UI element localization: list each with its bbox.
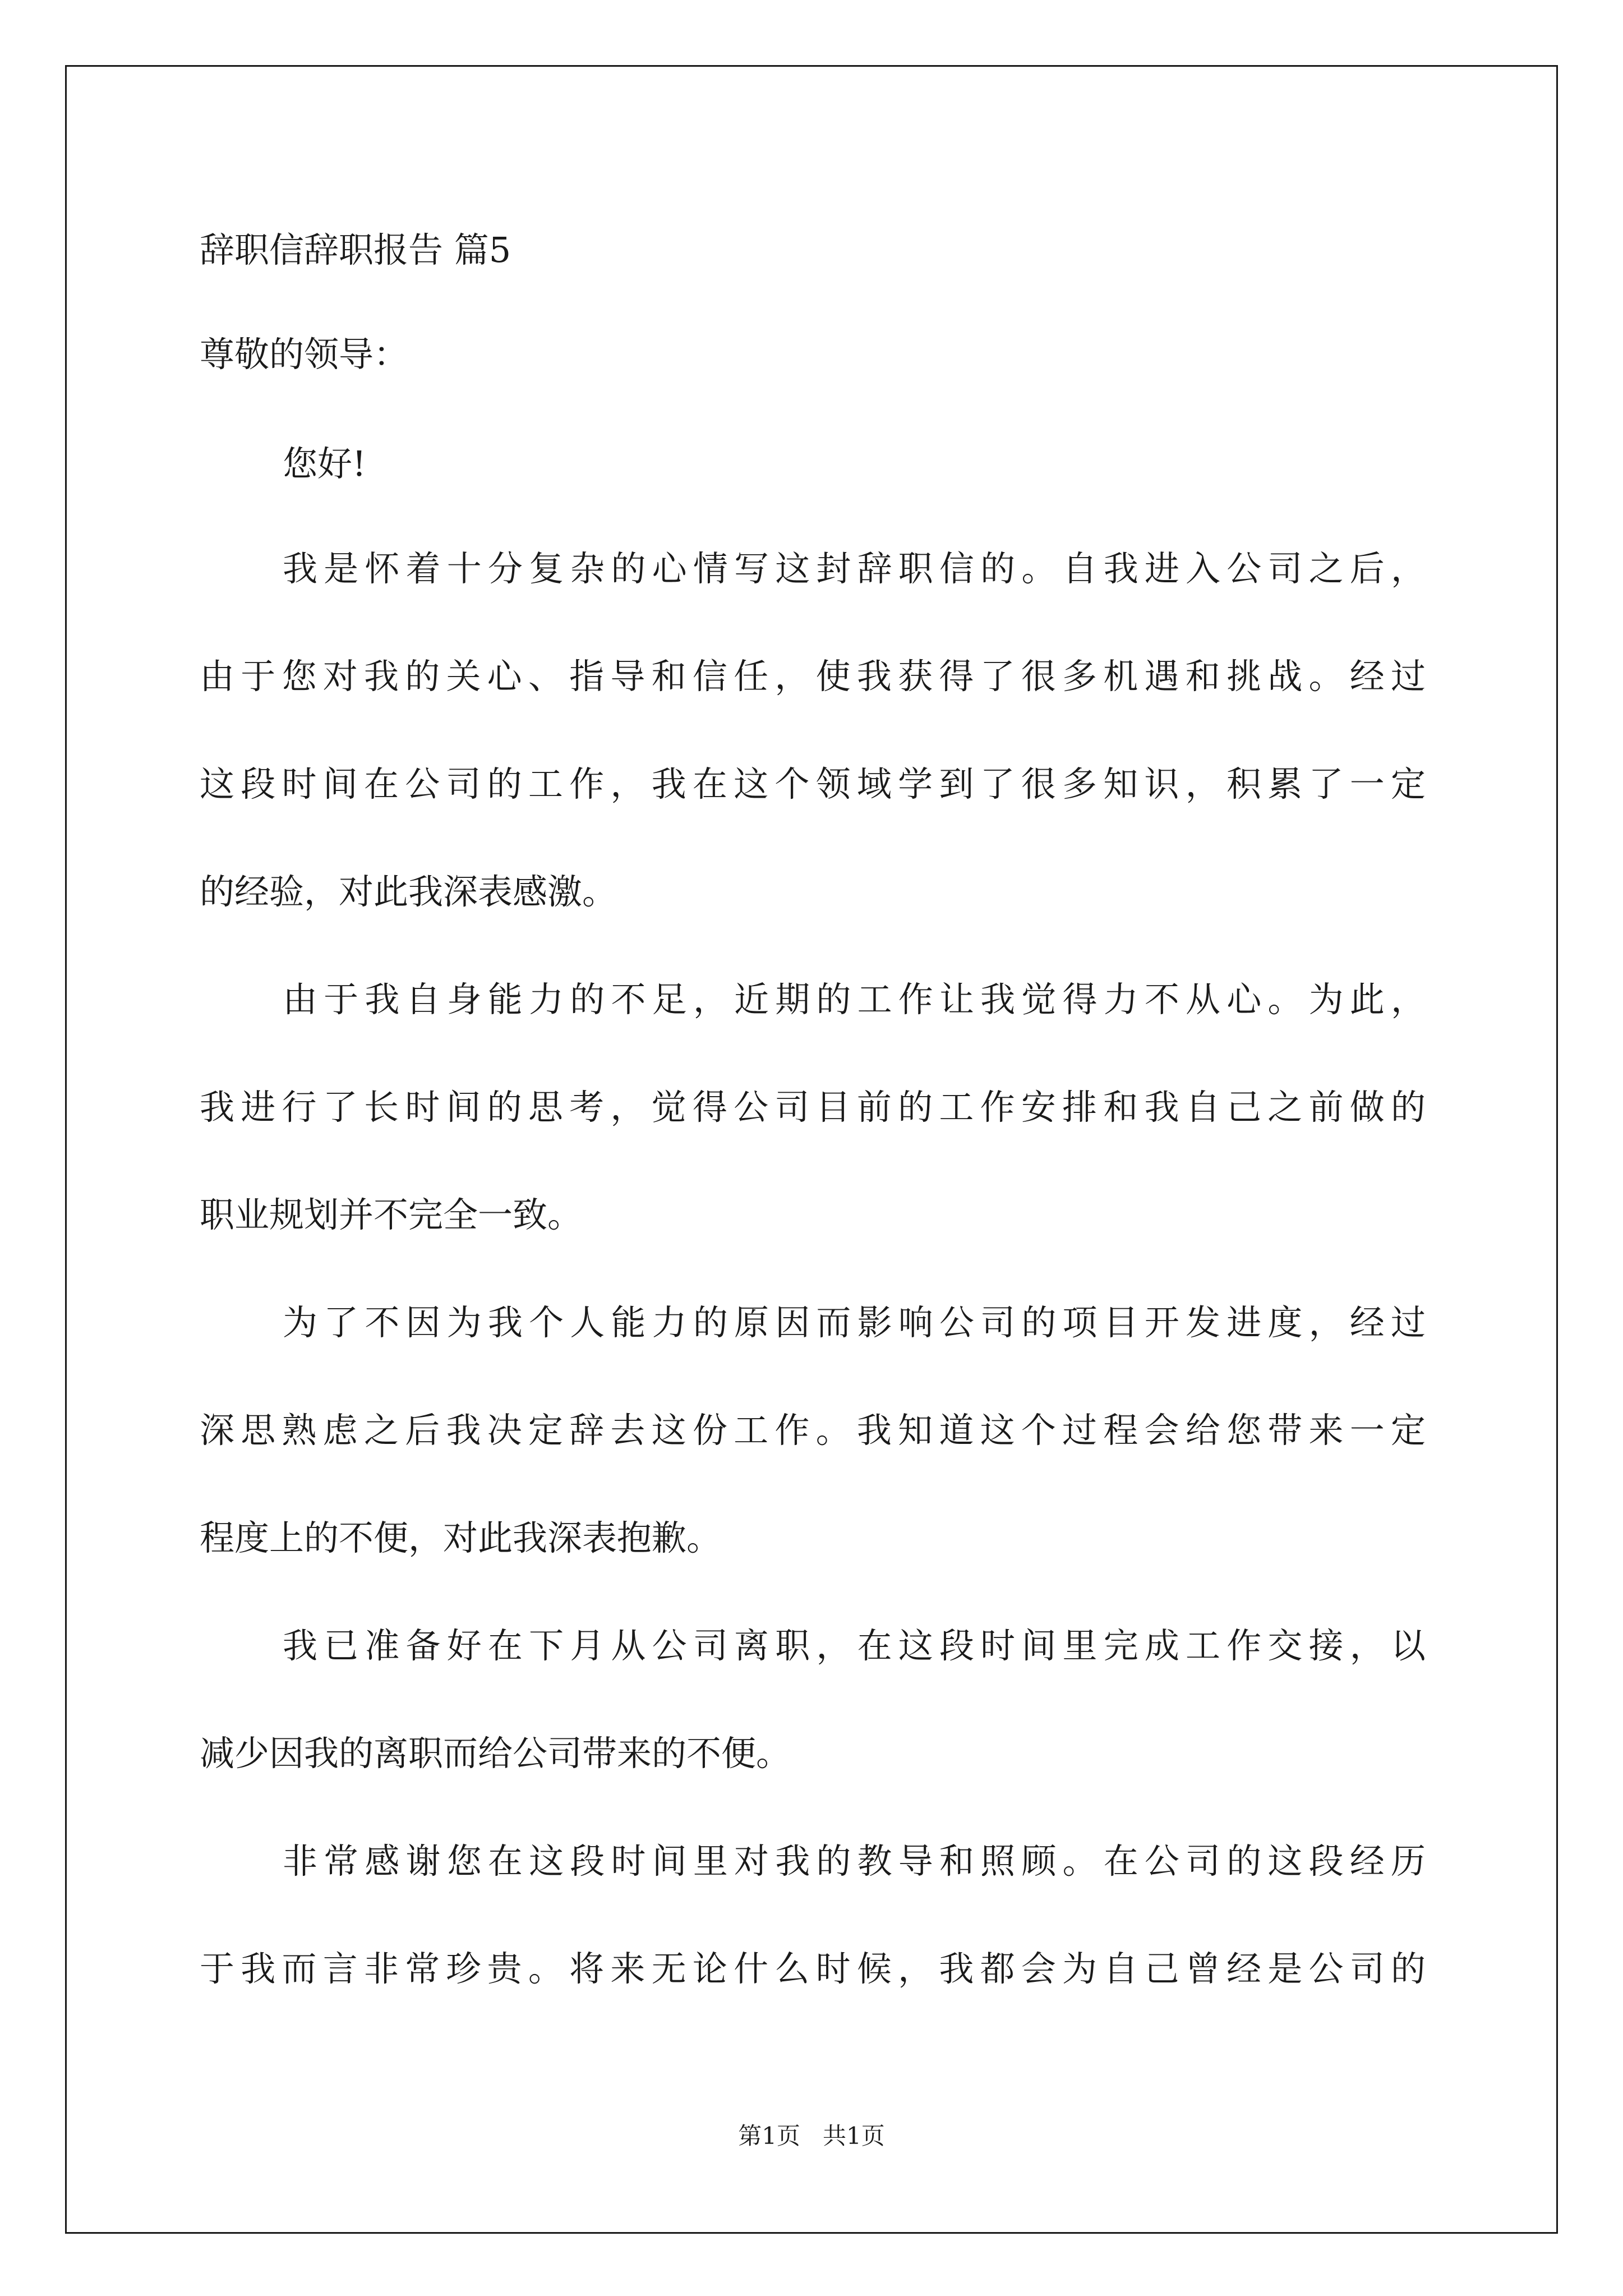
salutation: 尊敬的领导： — [200, 334, 409, 375]
body-line: 我进行了长时间的思考，觉得公司目前的工作安排和我自己之前做的 — [200, 1087, 1426, 1128]
body-line: 我已准备好在下月从公司离职，在这段时间里完成工作交接，以 — [283, 1625, 1426, 1666]
greeting: 您好! — [283, 443, 366, 484]
body-line: 我是怀着十分复杂的心情写这封辞职信的。自我进入公司之后， — [283, 548, 1426, 589]
body-line: 于我而言非常珍贵。将来无论什么时候，我都会为自己曾经是公司的 — [200, 1948, 1426, 1989]
body-line: 职业规划并不完全一致。 — [200, 1194, 583, 1235]
document-title: 辞职信辞职报告 篇5 — [200, 229, 511, 270]
body-line: 由于您对我的关心、指导和信任，使我获得了很多机遇和挑战。经过 — [200, 656, 1426, 697]
page-number-footer: 第1页 共1页 — [738, 2122, 885, 2150]
body-line: 深思熟虑之后我决定辞去这份工作。我知道这个过程会给您带来一定 — [200, 1410, 1426, 1451]
body-line: 为了不因为我个人能力的原因而影响公司的项目开发进度，经过 — [283, 1302, 1426, 1343]
body-line: 程度上的不便，对此我深表抱歉。 — [200, 1517, 722, 1558]
body-line: 的经验，对此我深表感激。 — [200, 871, 617, 912]
body-line: 减少因我的离职而给公司带来的不便。 — [200, 1733, 791, 1774]
body-line: 非常感谢您在这段时间里对我的教导和照顾。在公司的这段经历 — [283, 1841, 1426, 1881]
body-line: 由于我自身能力的不足，近期的工作让我觉得力不从心。为此， — [283, 979, 1426, 1020]
body-line: 这段时间在公司的工作，我在这个领域学到了很多知识，积累了一定 — [200, 763, 1426, 804]
page-border — [65, 65, 1558, 2234]
